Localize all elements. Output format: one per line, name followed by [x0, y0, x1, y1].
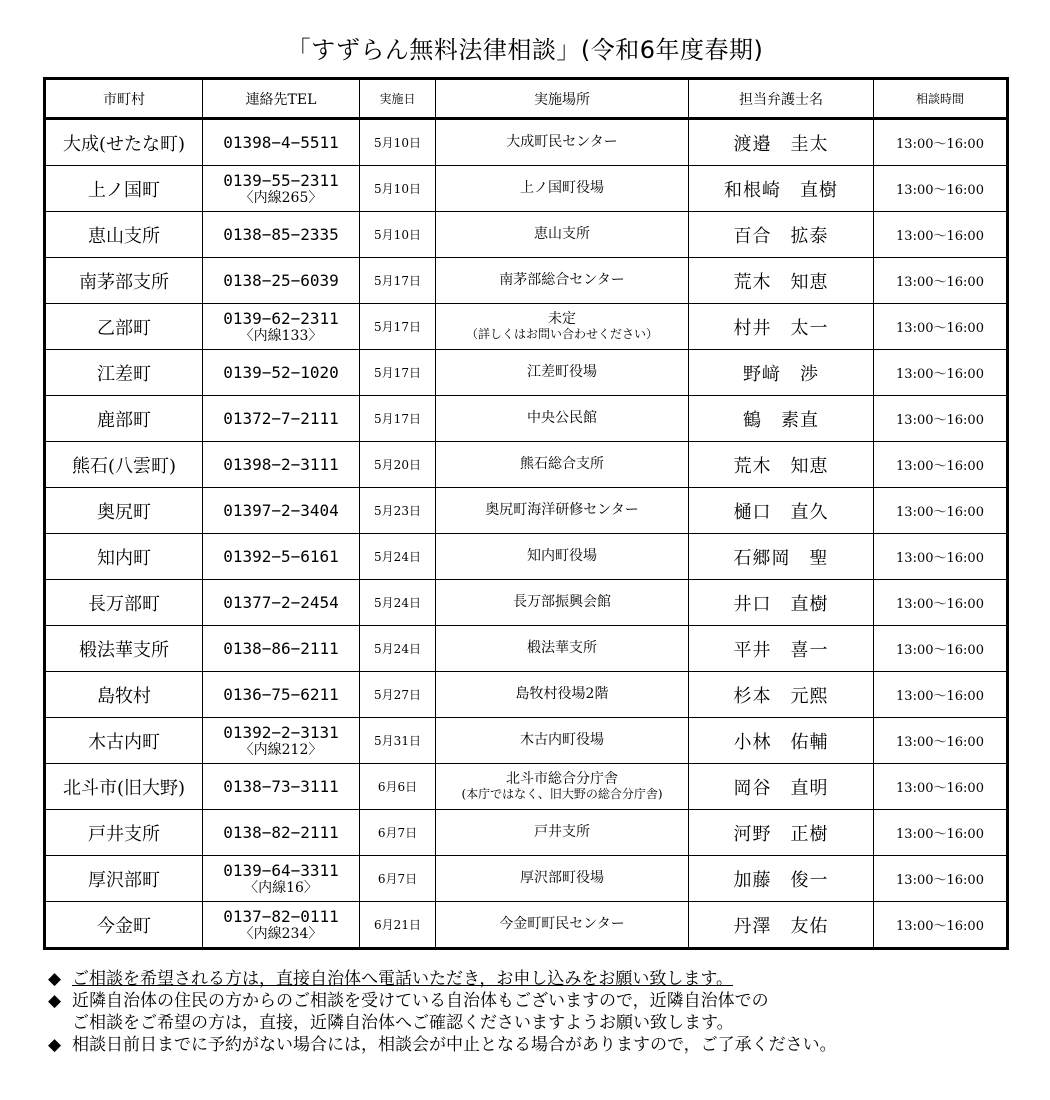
tel-number: 01377−2−2454 [223, 592, 339, 612]
tel-cell [203, 672, 360, 718]
table-row [45, 810, 1008, 856]
place-name: 厚沢部町役場 [520, 870, 604, 886]
tel-extension: 〈内線212〉 [239, 741, 323, 758]
tel-number: 01372−7−2111 [223, 408, 339, 428]
municipality-cell: 江差町 [45, 350, 203, 396]
date-cell: 5月20日 [360, 442, 436, 488]
time-cell: 13:00～16:00 [874, 902, 1008, 949]
time-cell: 13:00～16:00 [874, 626, 1008, 672]
tel-cell [203, 810, 360, 856]
municipality-cell: 戸井支所 [45, 810, 203, 856]
tel-extension: 〈内線133〉 [239, 327, 323, 344]
municipality-cell: 熊石(八雲町) [45, 442, 203, 488]
tel-number: 01398−4−5511 [223, 132, 339, 152]
place-cell [436, 534, 689, 580]
municipality-cell: 厚沢部町 [45, 856, 203, 902]
tel-cell [203, 626, 360, 672]
place-cell [436, 672, 689, 718]
time-cell: 13:00～16:00 [874, 810, 1008, 856]
place-name: 長万部振興会館 [513, 594, 611, 610]
place-cell [436, 212, 689, 258]
place-cell [436, 119, 689, 166]
tel-extension: 〈内線265〉 [239, 189, 323, 206]
tel-cell [203, 488, 360, 534]
time-cell: 13:00～16:00 [874, 166, 1008, 212]
tel-number: 0137−82−0111 [223, 906, 339, 926]
place-name: 未定 [548, 310, 576, 327]
place-cell [436, 626, 689, 672]
date-cell: 5月31日 [360, 718, 436, 764]
tel-cell [203, 396, 360, 442]
header-municipality: 市町村 [45, 79, 203, 119]
lawyer-cell: 丹澤 友佑 [689, 902, 874, 949]
place-cell [436, 350, 689, 396]
tel-cell [203, 764, 360, 810]
table-row [45, 488, 1008, 534]
table-row [45, 119, 1008, 166]
lawyer-cell: 野﨑 渉 [689, 350, 874, 396]
header-lawyer: 担当弁護士名 [689, 79, 874, 119]
lawyer-cell: 岡谷 直明 [689, 764, 874, 810]
time-cell: 13:00～16:00 [874, 672, 1008, 718]
tel-cell [203, 350, 360, 396]
note-neighbor [48, 990, 1028, 1012]
place-cell [436, 488, 689, 534]
place-name: 大成町民センター [506, 134, 618, 150]
table-row [45, 764, 1008, 810]
tel-number: 01397−2−3404 [223, 500, 339, 520]
tel-cell [203, 212, 360, 258]
header-time: 相談時間 [874, 79, 1008, 119]
header-place: 実施場所 [436, 79, 689, 119]
time-cell: 13:00～16:00 [874, 764, 1008, 810]
municipality-cell: 恵山支所 [45, 212, 203, 258]
lawyer-cell: 荒木 知恵 [689, 442, 874, 488]
date-cell: 5月24日 [360, 534, 436, 580]
table-row [45, 580, 1008, 626]
place-cell [436, 856, 689, 902]
table-row [45, 534, 1008, 580]
date-cell: 6月7日 [360, 810, 436, 856]
date-cell: 6月7日 [360, 856, 436, 902]
date-cell: 5月17日 [360, 350, 436, 396]
tel-cell [203, 580, 360, 626]
date-cell: 5月24日 [360, 580, 436, 626]
tel-number: 01392−2−3131 [223, 722, 339, 742]
tel-cell [203, 166, 360, 212]
municipality-cell: 椴法華支所 [45, 626, 203, 672]
place-cell [436, 166, 689, 212]
place-name: 上ノ国町役場 [520, 180, 604, 196]
date-cell: 5月27日 [360, 672, 436, 718]
place-name: 木古内町役場 [520, 732, 604, 748]
lawyer-cell: 加藤 俊一 [689, 856, 874, 902]
tel-cell [203, 442, 360, 488]
tel-cell [203, 304, 360, 350]
note-apply [48, 968, 1028, 990]
place-name: 戸井支所 [534, 824, 590, 840]
lawyer-cell: 井口 直樹 [689, 580, 874, 626]
place-name: 椴法華支所 [527, 640, 597, 656]
tel-cell [203, 718, 360, 764]
municipality-cell: 今金町 [45, 902, 203, 949]
table-row [45, 396, 1008, 442]
place-cell [436, 764, 689, 810]
municipality-cell: 上ノ国町 [45, 166, 203, 212]
time-cell: 13:00～16:00 [874, 212, 1008, 258]
table-row [45, 442, 1008, 488]
time-cell: 13:00～16:00 [874, 304, 1008, 350]
municipality-cell: 乙部町 [45, 304, 203, 350]
bullet-icon: ◆ [48, 1035, 62, 1055]
note-cancellation [48, 1034, 1028, 1056]
time-cell: 13:00～16:00 [874, 718, 1008, 764]
municipality-cell: 島牧村 [45, 672, 203, 718]
time-cell: 13:00～16:00 [874, 350, 1008, 396]
lawyer-cell: 鶴 素直 [689, 396, 874, 442]
place-name: 今金町町民センター [499, 916, 625, 932]
place-name: 恵山支所 [534, 226, 590, 242]
lawyer-cell: 樋口 直久 [689, 488, 874, 534]
tel-number: 0138−82−2111 [223, 822, 339, 842]
time-cell: 13:00～16:00 [874, 856, 1008, 902]
time-cell: 13:00～16:00 [874, 119, 1008, 166]
place-cell [436, 580, 689, 626]
lawyer-cell: 和根崎 直樹 [689, 166, 874, 212]
municipality-cell: 大成(せたな町) [45, 119, 203, 166]
lawyer-cell: 荒木 知恵 [689, 258, 874, 304]
table-header-row [45, 79, 1008, 119]
date-cell: 6月6日 [360, 764, 436, 810]
date-cell: 5月23日 [360, 488, 436, 534]
table-row [45, 212, 1008, 258]
date-cell: 5月17日 [360, 304, 436, 350]
municipality-cell: 南茅部支所 [45, 258, 203, 304]
place-cell [436, 258, 689, 304]
notes-section [48, 968, 1028, 1056]
header-tel: 連絡先TEL [203, 79, 360, 119]
municipality-cell: 長万部町 [45, 580, 203, 626]
time-cell: 13:00～16:00 [874, 488, 1008, 534]
tel-cell [203, 258, 360, 304]
lawyer-cell: 河野 正樹 [689, 810, 874, 856]
municipality-cell: 鹿部町 [45, 396, 203, 442]
date-cell: 6月21日 [360, 902, 436, 949]
lawyer-cell: 石郷岡 聖 [689, 534, 874, 580]
tel-cell [203, 856, 360, 902]
time-cell: 13:00～16:00 [874, 442, 1008, 488]
table-row [45, 902, 1008, 949]
bullet-icon: ◆ [48, 991, 62, 1011]
consultation-schedule-table [43, 77, 1009, 950]
tel-cell [203, 119, 360, 166]
note-apply-text: ご相談を希望される方は，直接自治体へ電話いただき，お申し込みをお願い致します。 [72, 969, 733, 989]
place-cell [436, 304, 689, 350]
municipality-cell: 木古内町 [45, 718, 203, 764]
place-name: 島牧村役場2階 [515, 686, 609, 702]
table-row [45, 718, 1008, 764]
place-name: 中央公民館 [527, 410, 597, 426]
table-row [45, 856, 1008, 902]
place-name: 熊石総合支所 [520, 456, 604, 472]
place-name: 知内町役場 [527, 548, 597, 564]
tel-number: 0138−73−3111 [223, 776, 339, 796]
lawyer-cell: 百合 拡泰 [689, 212, 874, 258]
date-cell: 5月10日 [360, 212, 436, 258]
tel-number: 01392−5−6161 [223, 546, 339, 566]
tel-number: 0138−86−2111 [223, 638, 339, 658]
tel-number: 0138−25−6039 [223, 270, 339, 290]
page-title: 「すずらん無料法律相談」(令和6年度春期) [286, 36, 764, 64]
note-neighbor-text-1: 近隣自治体の住民の方からのご相談を受けている自治体もございますので，近隣自治体での [72, 991, 769, 1011]
tel-number: 01398−2−3111 [223, 454, 339, 474]
place-cell [436, 396, 689, 442]
place-cell [436, 902, 689, 949]
place-cell [436, 810, 689, 856]
place-name: 奥尻町海洋研修センター [485, 502, 639, 518]
lawyer-cell: 小林 佑輔 [689, 718, 874, 764]
time-cell: 13:00～16:00 [874, 258, 1008, 304]
place-note: （詳しくはお問い合わせください） [465, 326, 658, 341]
table-row [45, 304, 1008, 350]
municipality-cell: 北斗市(旧大野) [45, 764, 203, 810]
tel-cell [203, 534, 360, 580]
tel-extension: 〈内線16〉 [244, 879, 318, 896]
tel-number: 0139−64−3311 [223, 860, 339, 880]
time-cell: 13:00～16:00 [874, 534, 1008, 580]
lawyer-cell: 渡邉 圭太 [689, 119, 874, 166]
date-cell: 5月24日 [360, 626, 436, 672]
table-row [45, 258, 1008, 304]
tel-number: 0136−75−6211 [223, 684, 339, 704]
place-name: 北斗市総合分庁舎 [506, 770, 618, 787]
lawyer-cell: 杉本 元熙 [689, 672, 874, 718]
note-cancellation-text: 相談日前日までに予約がない場合には，相談会が中止となる場合がありますので，ご了承ください。 [72, 1035, 837, 1055]
place-note: (本庁ではなく、旧大野の総合分庁舎) [461, 786, 663, 801]
tel-extension: 〈内線234〉 [239, 925, 323, 942]
municipality-cell: 知内町 [45, 534, 203, 580]
lawyer-cell: 平井 喜一 [689, 626, 874, 672]
tel-number: 0139−55−2311 [223, 170, 339, 190]
bullet-icon: ◆ [48, 969, 62, 989]
date-cell: 5月17日 [360, 258, 436, 304]
lawyer-cell: 村井 太一 [689, 304, 874, 350]
tel-cell [203, 902, 360, 949]
table-row [45, 672, 1008, 718]
time-cell: 13:00～16:00 [874, 580, 1008, 626]
tel-number: 0138−85−2335 [223, 224, 339, 244]
date-cell: 5月10日 [360, 166, 436, 212]
tel-number: 0139−62−2311 [223, 308, 339, 328]
tel-number: 0139−52−1020 [223, 362, 339, 382]
municipality-cell: 奥尻町 [45, 488, 203, 534]
time-cell: 13:00～16:00 [874, 396, 1008, 442]
table-row [45, 166, 1008, 212]
date-cell: 5月10日 [360, 119, 436, 166]
place-cell [436, 718, 689, 764]
header-date: 実施日 [360, 79, 436, 119]
place-cell [436, 442, 689, 488]
note-neighbor-text-2: ご相談をご希望の方は，直接，近隣自治体へご確認くださいますようお願い致します。 [72, 1013, 734, 1033]
note-neighbor-continued [48, 1012, 1028, 1034]
place-name: 南茅部総合センター [499, 272, 625, 288]
date-cell: 5月17日 [360, 396, 436, 442]
table-row [45, 350, 1008, 396]
table-row [45, 626, 1008, 672]
place-name: 江差町役場 [527, 364, 597, 380]
